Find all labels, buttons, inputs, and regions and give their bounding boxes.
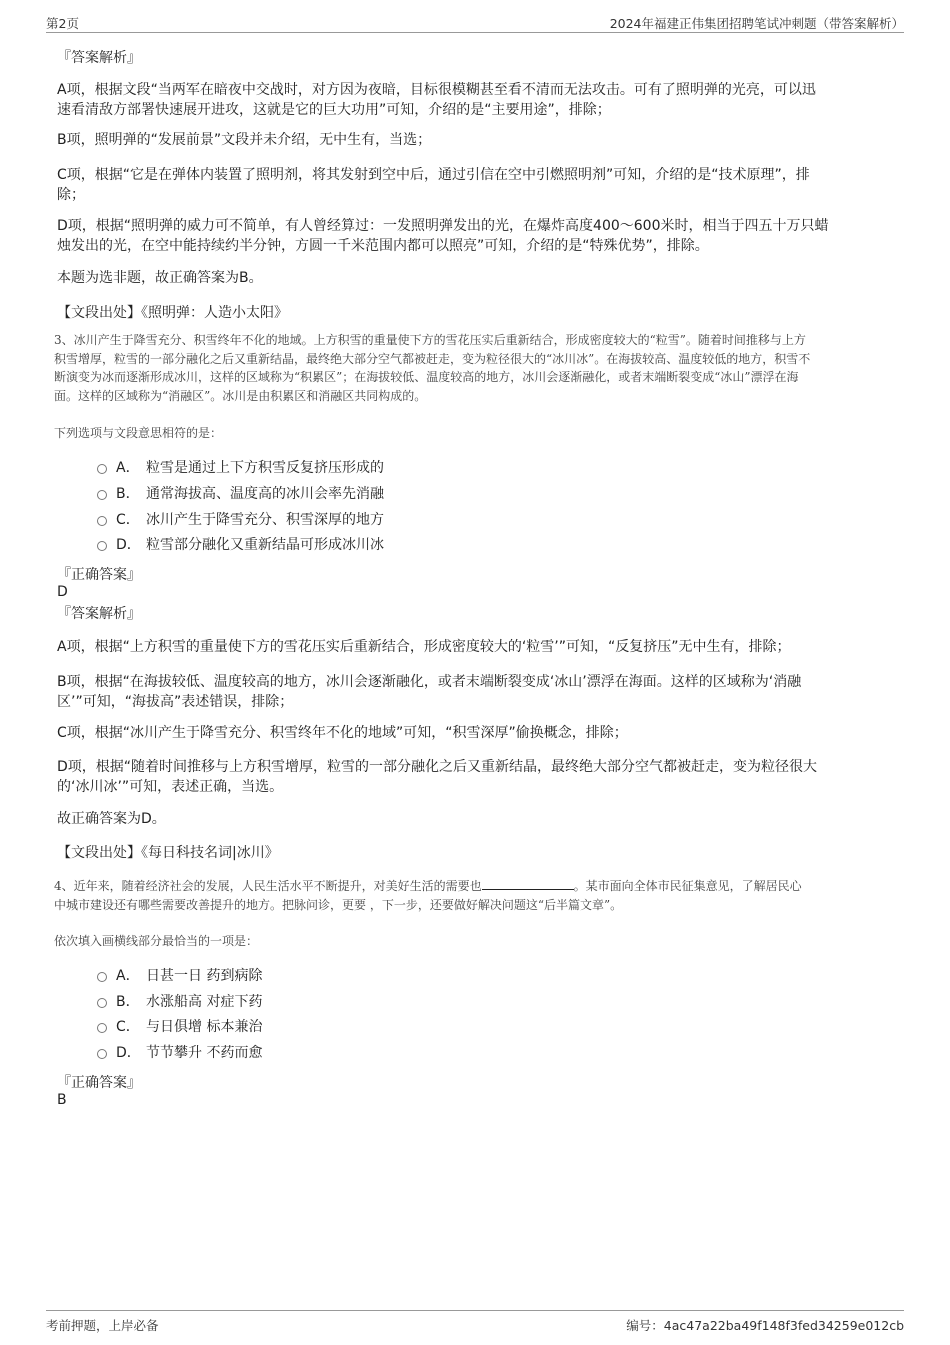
option-text: 冰川产生于降雪充分、积雪深厚的地方 [146, 512, 384, 528]
q3-stem-line2: 积雪增厚，粒雪的一部分融化之后又重新结晶，最终绝大部分空气都被赶走，变为粒径很大的“冰川冰”。在海拔较高、温度较低的地方，积雪不 [54, 351, 811, 366]
q4-answer-label: 『正确答案』 [57, 1075, 141, 1091]
q4-question: 依次填入画横线部分最恰当的一项是： [54, 934, 259, 948]
q4-stem-line2: 中城市建设还有哪些需要改善提升的地方。把脉问诊，更要 ，下一步，还要做好解决问题这“后半篇文章”。 [54, 897, 623, 912]
q2-analysis-label: 『答案解析』 [57, 50, 141, 66]
option-letter: C． [116, 1019, 140, 1035]
radio-icon[interactable] [97, 1023, 107, 1033]
option-text: 通常海拔高、温度高的冰川会率先消融 [146, 486, 384, 502]
option-text: 与日俱增 标本兼治 [146, 1019, 263, 1035]
q2-analysis-a-line2: 速看清敌方部署快速展开进攻，这就是它的巨大功用”可知，介绍的是“主要用途”，排除； [57, 102, 611, 118]
option-text: 水涨船高 对症下药 [146, 994, 263, 1010]
option-letter: B． [116, 486, 140, 502]
document-code: 编号：4ac47a22ba49f148f3fed34259e012cb [626, 1318, 904, 1333]
q4-stem-part2: 。某市面向全体市民征集意见，了解居民心 [573, 879, 802, 893]
q3-option-a[interactable] [97, 458, 384, 478]
page-header [46, 14, 904, 33]
q2-analysis-d-line1: D项，根据“照明弹的威力可不简单，有人曾经算过：一发照明弹发出的光，在爆炸高度400～600米时，相当于四五十万只蜡 [57, 218, 829, 234]
page-number: 第2页 [46, 16, 79, 31]
q3-analysis-d-line1: D项，根据“随着时间推移与上方积雪增厚，粒雪的一部分融化之后又重新结晶，最终绝大部分空气都被赶走，变为粒径很大 [57, 759, 818, 775]
q4-stem-part1: 4、近年来，随着经济社会的发展，人民生活水平不断提升，对美好生活的需要也 [54, 879, 482, 893]
q4-option-d[interactable] [97, 1043, 262, 1063]
q2-analysis-b: B项，照明弹的“发展前景”文段并未介绍，无中生有，当选； [57, 132, 432, 148]
q3-source: 【文段出处】《每日科技名词|冰川》 [57, 845, 279, 861]
q3-analysis-a: A项，根据“上方积雪的重量使下方的雪花压实后重新结合，形成密度较大的‘粒雪’”可知，“反复挤压”无中生有，排除； [57, 639, 791, 655]
q4-option-b[interactable] [97, 992, 262, 1012]
q2-conclusion: 本题为选非题，故正确答案为B。 [57, 270, 263, 286]
page-footer [46, 1310, 904, 1333]
q2-source: 【文段出处】《照明弹：人造小太阳》 [57, 305, 288, 321]
radio-icon[interactable] [97, 490, 107, 500]
q3-analysis-c: C项，根据“冰川产生于降雪充分、积雪终年不化的地域”可知，“积雪深厚”偷换概念，排除； [57, 725, 628, 741]
q3-stem-line1: 3、冰川产生于降雪充分、积雪终年不化的地域。上方积雪的重量使下方的雪花压实后重新结合，形成密度较大的“粒雪”。随着时间推移与上方 [54, 333, 806, 347]
q2-analysis-c [57, 165, 897, 205]
radio-icon[interactable] [97, 464, 107, 474]
q2-analysis-a-line1: A项，根据文段“当两军在暗夜中交战时，对方因为夜暗，目标很模糊甚至看不清而无法攻击。可有了照明弹的光亮，可以迅 [57, 82, 816, 98]
q4-stem [54, 877, 894, 914]
radio-icon[interactable] [97, 998, 107, 1008]
q3-stem [54, 331, 894, 405]
option-letter: B． [116, 994, 140, 1010]
q3-analysis-b [57, 672, 897, 712]
footer-slogan: 考前押题，上岸必备 [46, 1318, 159, 1333]
option-letter: A． [116, 460, 140, 476]
option-text: 节节攀升 不药而愈 [146, 1045, 263, 1061]
option-text: 粒雪部分融化又重新结晶可形成冰川冰 [146, 537, 384, 553]
q2-analysis-d-line2: 烛发出的光，在空中能持续约半分钟，方圆一千米范围内都可以照亮”可知，介绍的是“特殊优势”，排除。 [57, 238, 709, 254]
q2-analysis-c-line2: 除； [57, 187, 85, 203]
option-letter: C． [116, 512, 140, 528]
q4-option-a[interactable] [97, 966, 262, 986]
q3-option-c[interactable] [97, 510, 384, 530]
option-letter: A． [116, 968, 140, 984]
option-letter: D． [116, 537, 141, 553]
q4-stem-line1 [54, 877, 894, 896]
q3-option-b[interactable] [97, 484, 384, 504]
q2-analysis-c-line1: C项，根据“它是在弹体内装置了照明剂，将其发射到空中后，通过引信在空中引燃照明剂”可知，介绍的是“技术原理”，排 [57, 167, 810, 183]
q3-analysis-d-line2: 的‘冰川冰’”可知，表述正确，当选。 [57, 779, 284, 795]
option-text: 粒雪是通过上下方积雪反复挤压形成的 [146, 460, 384, 476]
radio-icon[interactable] [97, 972, 107, 982]
q2-analysis-a [57, 80, 897, 120]
q3-option-d[interactable] [97, 535, 384, 555]
option-letter: D． [116, 1045, 141, 1061]
q4-answer: B [57, 1092, 67, 1108]
q2-analysis-d [57, 216, 897, 256]
option-text: 日甚一日 药到病除 [146, 968, 263, 984]
q3-question: 下列选项与文段意思相符的是： [54, 426, 223, 440]
q3-answer: D [57, 584, 68, 600]
radio-icon[interactable] [97, 1049, 107, 1059]
radio-icon[interactable] [97, 541, 107, 551]
q3-stem-line4: 面。这样的区域称为“消融区”。冰川是由积累区和消融区共同构成的。 [54, 388, 427, 403]
q3-analysis-d [57, 757, 897, 797]
q3-answer-label: 『正确答案』 [57, 567, 141, 583]
q3-analysis-b-line2: 区’”可知，“海拔高”表述错误，排除； [57, 694, 294, 710]
document-title: 2024年福建正伟集团招聘笔试冲刺题（带答案解析） [609, 16, 904, 31]
fill-blank [482, 877, 574, 890]
q3-analysis-b-line1: B项，根据“在海拔较低、温度较高的地方，冰川会逐渐融化，或者末端断裂变成‘冰山’漂浮在海面。这样的区域称为‘消融 [57, 674, 802, 690]
q3-conclusion: 故正确答案为D。 [57, 811, 166, 827]
q3-stem-line3: 断演变为冰而逐渐形成冰川，这样的区域称为“积累区”；在海拔较低、温度较高的地方，冰川会逐渐融化，或者末端断裂变成“冰山”漂浮在海 [54, 370, 799, 384]
q4-option-c[interactable] [97, 1017, 262, 1037]
q3-analysis-label: 『答案解析』 [57, 606, 141, 622]
radio-icon[interactable] [97, 516, 107, 526]
